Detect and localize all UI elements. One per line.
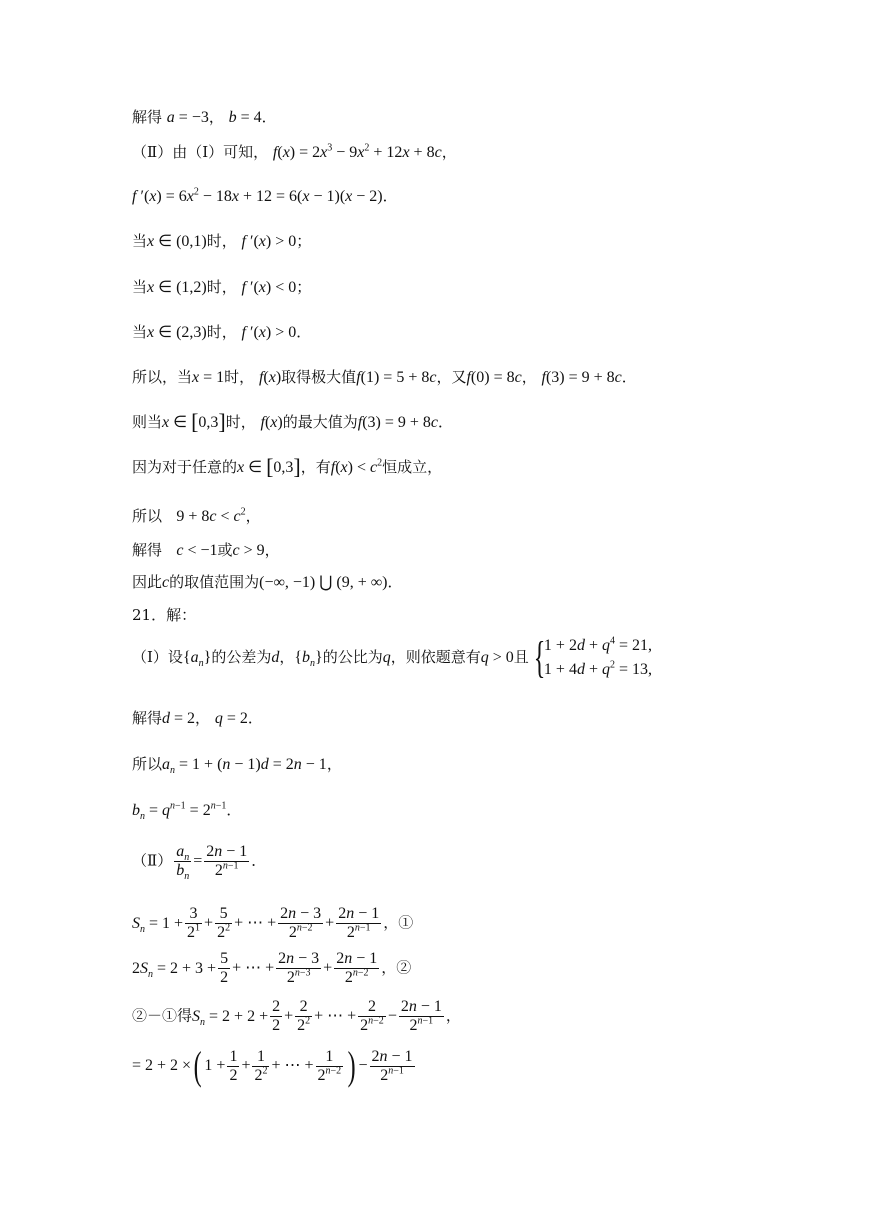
condition-line: 因为对于任意的x ∈ [0,3]，有$f(x) < c^2$恒成立， — [132, 454, 443, 479]
solve-d-q-line: 解得d = 2， q = 2． — [132, 709, 263, 727]
solution-line-1: 解得 a = −3， b = 4． — [132, 108, 277, 126]
range-line: 因此c的取值范围为(−∞, −1) ⋃ (9, + ∞)． — [132, 573, 403, 591]
interval-line-3: 当x ∈ (2,3)时， f ′(x) > 0． — [132, 323, 312, 341]
bn-formula-line: $b_n = q^{n-1} = 2^{n-1}$． — [132, 800, 242, 823]
equation-system: { $1 + 2d + q^4 = 21$, $1 + 4d + q^2 = 13$, — [533, 633, 653, 682]
part-two-intro: （Ⅱ）由（Ⅰ）可知， $f(x) = 2x^3 - 9x^2 + 12x + 8c$， — [132, 142, 457, 161]
inequality-line: 所以 $9 + 8c < c^2$， — [132, 506, 261, 525]
problem-21-heading: 21．解： — [132, 606, 197, 624]
sum-equation-1: $S_n = 1$ + $\frac{3}{2^1}$ + $\frac{5}{2^2}$ + ⋯ + $\frac{2n - 3}{2^{n-2}}$ + $\frac{2n - 1}{2^{n-1}}$ ，① — [132, 905, 414, 941]
interval-line-2: 当x ∈ (1,2)时， f ′(x) < 0； — [132, 278, 312, 296]
sum-difference: ②－①得$S_n = 2 + 2$ + $\frac{2}{2}$ + $\frac{2}{2^2}$ + ⋯ + $\frac{2}{2^{n-2}}$ − $\frac{2n - 1}{2^{n-1}}$ ， — [132, 998, 461, 1034]
derivative-line: f $'(x) = 6x^2 - 18x + 12 = 6(x - 1)(x - 2)$． — [132, 186, 398, 205]
an-formula-line: 所以$a_n = 1 + (n - 1)d = 2n - 1$， — [132, 755, 342, 777]
extremum-line: 所以，当x = 1时， f(x)取得极大值f(1) = 5 + 8c，又f(0) = 8c， f(3) = 9 + 8c． — [132, 368, 637, 386]
solve-line: 解得 c < −1或c > 9， — [132, 541, 280, 559]
system-line: （Ⅰ）设$\{a_n\}$的公差为d，$\{b_n\}$的公比为q，则依题意有q > 0且 { $1 + 2d + q^4 = 21$, $1 + 4d + q^2 = 13$, — [132, 633, 653, 682]
max-value-line: 则当x ∈ [0,3]时， f(x)的最大值为f(3) = 9 + 8c． — [132, 409, 454, 434]
interval-line-1: 当x ∈ (0,1)时， f ′(x) > 0； — [132, 232, 312, 250]
ratio-line: （Ⅱ） $\frac{a_n}{b_n}$ = $\frac{2n - 1}{2^{n-1}}$ ． — [132, 843, 267, 883]
sum-equation-2: $2S_n = 2 + 3$ + $\frac{5}{2}$ + ⋯ + $\frac{2n - 3}{2^{n-3}}$ + $\frac{2n - 1}{2^{n-2}}$ ，② — [132, 950, 412, 986]
sum-simplified: = 2 + 2 ×( 1 + $\frac{1}{2}$ + $\frac{1}{2^2}$ + ⋯ + $\frac{1}{2^{n-2}}$ ) − $\frac{2n - 1}{2^{n-1}}$ — [132, 1043, 413, 1088]
